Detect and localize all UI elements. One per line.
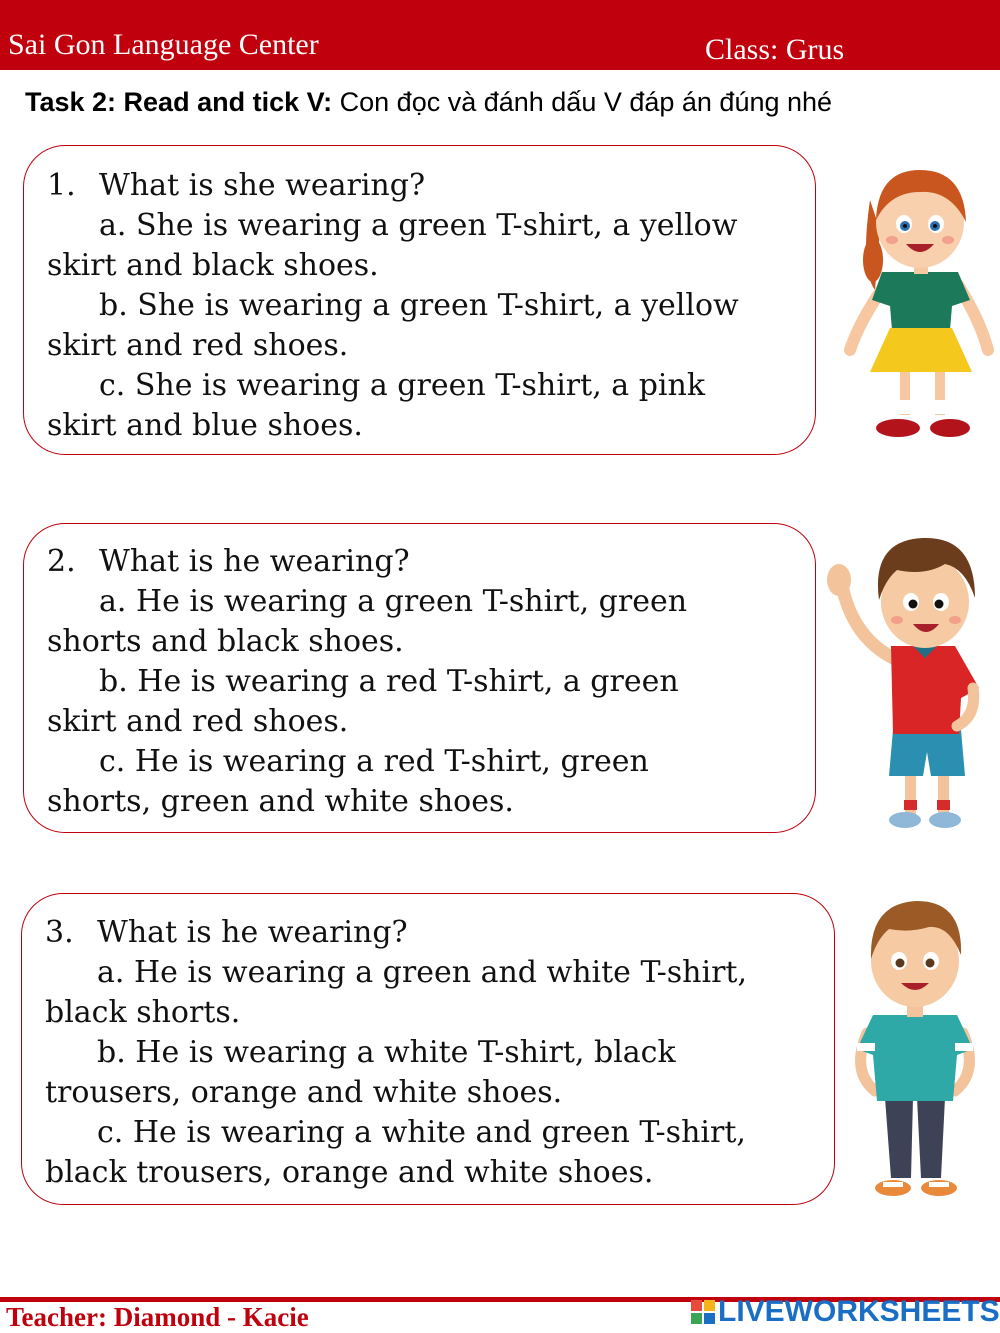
liveworksheets-brand: LIVEWORKSHEETS [718, 1295, 1000, 1328]
question-1-line [47, 166, 425, 206]
teacher-name: Teacher: Diamond - Kacie [6, 1302, 309, 1332]
question-3-line [45, 913, 408, 953]
option-c[interactable]: c. She is wearing a green T-shirt, a pink [99, 368, 705, 403]
question-box-3 [21, 893, 835, 1205]
option-b[interactable]: b. He is wearing a white T-shirt, black [97, 1035, 676, 1070]
task-text: Con đọc và đánh dấu V đáp án đúng nhé [339, 87, 833, 117]
option-b[interactable]: b. She is wearing a green T-shirt, a yellow [99, 288, 739, 323]
option-a[interactable]: a. She is wearing a green T-shirt, a yellow [99, 208, 738, 243]
task-instruction [25, 87, 832, 118]
task-title: Task 2: Read and tick V: [25, 87, 333, 117]
option-b-cont: trousers, orange and white shoes. [45, 1075, 563, 1110]
question-box-2 [23, 523, 816, 833]
header-bar [0, 0, 1000, 70]
option-a[interactable]: a. He is wearing a green T-shirt, green [99, 584, 688, 619]
option-a-cont: shorts and black shoes. [47, 624, 404, 659]
question-text: What is he wearing? [99, 544, 410, 579]
girl-illustration [840, 160, 995, 450]
option-b-cont: skirt and red shoes. [47, 704, 349, 739]
question-2-line [47, 542, 410, 582]
question-box-1 [23, 145, 816, 455]
option-b-cont: skirt and red shoes. [47, 328, 349, 363]
option-b[interactable]: b. He is wearing a red T-shirt, a green [99, 664, 679, 699]
boy-standing-illustration [845, 893, 985, 1203]
option-c[interactable]: c. He is wearing a white and green T-shirt, [97, 1115, 746, 1150]
question-number: 3. [45, 915, 74, 950]
center-name: Sai Gon Language Center [8, 28, 319, 61]
option-a[interactable]: a. He is wearing a green and white T-shirt, [97, 955, 747, 990]
option-a-cont: black shorts. [45, 995, 241, 1030]
boy-waving-illustration [825, 520, 995, 835]
question-text: What is he wearing? [97, 915, 408, 950]
option-c[interactable]: c. He is wearing a red T-shirt, green [99, 744, 649, 779]
option-c-cont: shorts, green and white shoes. [47, 784, 514, 819]
liveworksheets-cube-icon [690, 1299, 716, 1325]
question-text: What is she wearing? [99, 168, 426, 203]
option-c-cont: skirt and blue shoes. [47, 408, 363, 443]
option-a-cont: skirt and black shoes. [47, 248, 379, 283]
option-c-cont: black trousers, orange and white shoes. [45, 1155, 654, 1190]
class-label: Class: Grus [705, 33, 845, 66]
question-number: 2. [47, 544, 76, 579]
question-number: 1. [47, 168, 76, 203]
liveworksheets-logo[interactable] [690, 1294, 1000, 1330]
